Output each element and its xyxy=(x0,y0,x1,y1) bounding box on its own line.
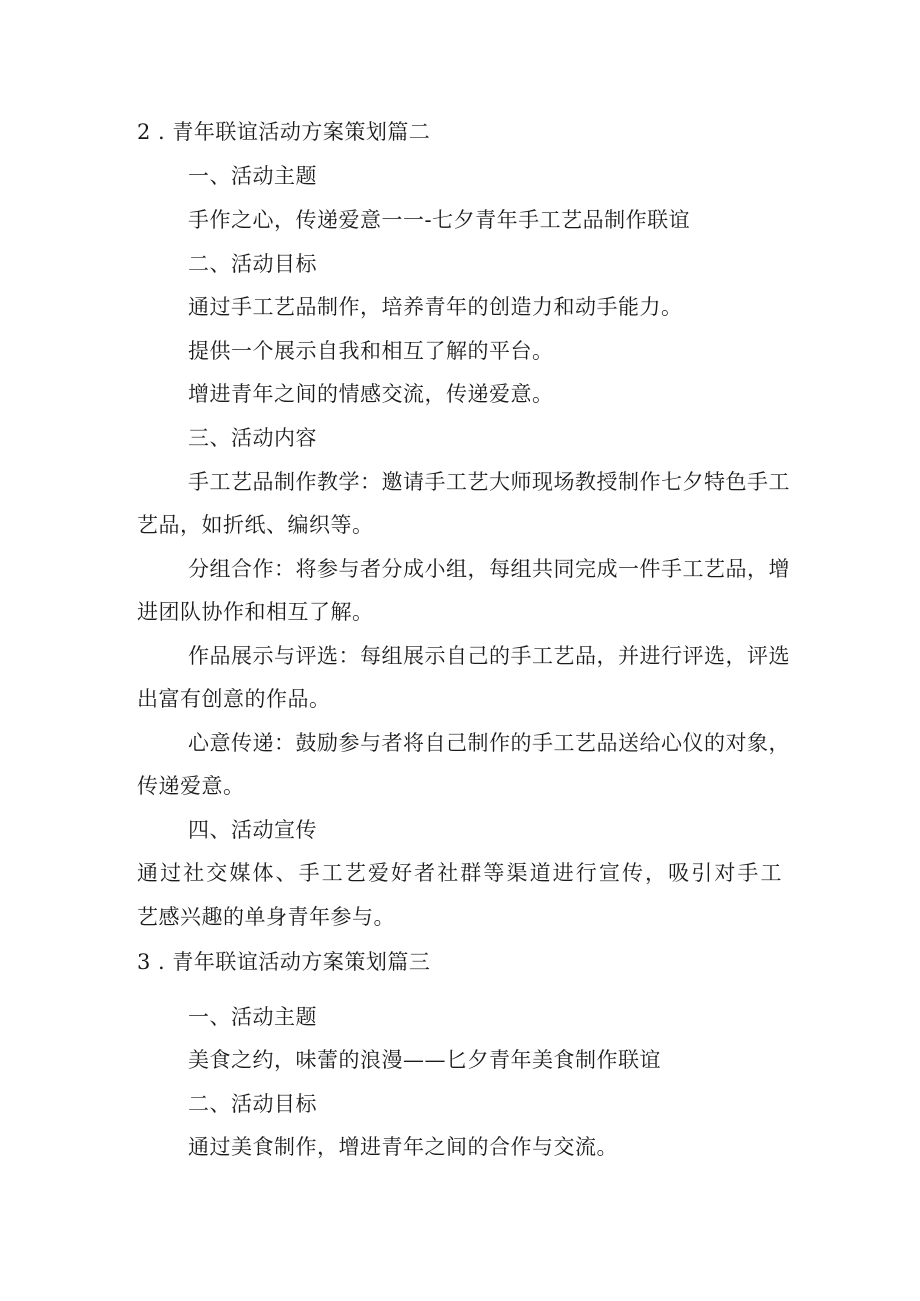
section-3-theme-text: 美食之约，味蕾的浪漫——匕夕青年美食制作联谊 xyxy=(188,1048,661,1072)
section-2-content-4-line-1: 心意传递：鼓励参与者将自己制作的手工艺品送给心仪的对象， xyxy=(188,731,790,755)
section-2-heading-promo: 四、活动宣传 xyxy=(188,818,317,842)
section-2-goal-3: 增进青年之间的情感交流，传递爱意。 xyxy=(188,382,554,406)
section-2-content-2-line-1: 分组合作：将参与者分成小组，每组共同完成一件手工艺品，增 xyxy=(188,557,790,581)
section-2-content-1-line-1: 手工艺品制作教学：邀请手工艺大师现场教授制作七夕特色手工 xyxy=(188,470,790,494)
section-2-promo-line-1: 通过社交媒体、手工艺爱好者社群等渠道进行宣传，吸引对手工 xyxy=(137,861,782,885)
section-2-heading-content: 三、活动内容 xyxy=(188,426,317,450)
section-2-content-1-line-2: 艺品，如折纸、编织等。 xyxy=(137,513,374,537)
section-3-goal-1: 通过美食制作，增进青年之间的合作与交流。 xyxy=(188,1135,618,1159)
section-2-promo-line-2: 艺感兴趣的单身青年参与。 xyxy=(137,905,395,929)
section-2-content-3-line-1: 作品展示与评选：每组展示自己的手工艺品，并进行评选，评选 xyxy=(188,644,790,668)
section-2-goal-2: 提供一个展示自我和相互了解的平台。 xyxy=(188,339,554,363)
section-2-content-3-line-2: 出富有创意的作品。 xyxy=(137,687,331,711)
section-3-heading-goal: 二、活动目标 xyxy=(188,1092,317,1116)
section-2-goal-1: 通过手工艺品制作，培养青年的创造力和动手能力。 xyxy=(188,295,683,319)
section-3-title: 3 . 青年联谊活动方案策划篇三 xyxy=(137,950,431,974)
section-2-content-4-line-2: 传递爱意。 xyxy=(137,774,245,798)
section-2-title: 2 . 青年联谊活动方案策划篇二 xyxy=(137,120,431,144)
section-3-heading-theme: 一、活动主题 xyxy=(188,1005,317,1029)
section-2-theme-text: 手作之心，传递爱意一一-七夕青年手工艺品制作联谊 xyxy=(188,208,691,232)
section-2-content-2-line-2: 进团队协作和相互了解。 xyxy=(137,600,374,624)
section-2-heading-theme: 一、活动主题 xyxy=(188,164,317,188)
section-2-heading-goal: 二、活动目标 xyxy=(188,252,317,276)
